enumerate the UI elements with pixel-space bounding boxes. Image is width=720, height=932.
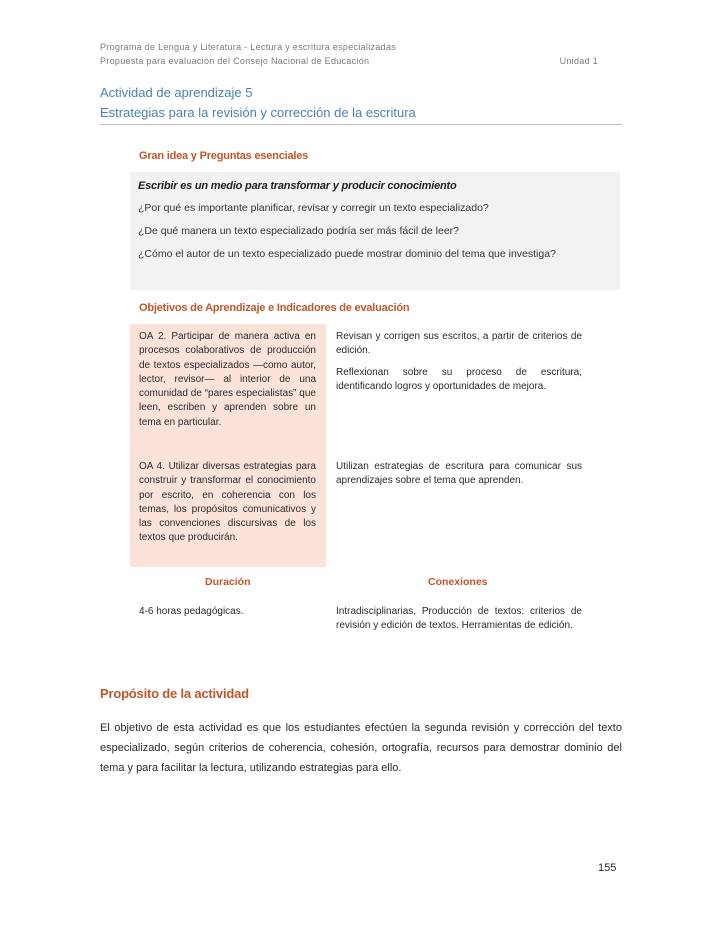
gran-idea-heading: Gran idea y Preguntas esenciales	[139, 150, 309, 162]
gran-idea-statement: Escribir es un medio para transformar y producir conocimiento	[138, 180, 457, 192]
learning-objective-oa2: OA 2. Participar de manera activa en procesos colaborativos de producción de textos especializados —como autor, lector, revisor— al interior de una comunidad de “pares especialistas” que leen, escriben y aprenden sobre un tema en particular.	[139, 331, 316, 428]
title-divider	[100, 124, 622, 125]
gran-idea-box	[130, 172, 620, 290]
essential-question: ¿Cómo el autor de un texto especializado puede mostrar dominio del tema que investiga?	[138, 248, 556, 260]
connections-heading: Conexiones	[428, 576, 488, 588]
header-unit: Unidad 1	[559, 56, 598, 66]
activity-subtitle: Estrategias para la revisión y corrección de la escritura	[100, 105, 416, 120]
purpose-text: El objetivo de esta actividad es que los estudiantes efectúen la segunda revisión y corrección del texto especializado, según criterios de coherencia, cohesión, ortografía, recursos para demostrar dominio del tema y para facilitar la lectura, utilizando estrategias para ello.	[100, 722, 622, 774]
essential-question: ¿De qué manera un texto especializado podría ser más fácil de leer?	[138, 225, 460, 237]
indicator: Utilizan estrategias de escritura para comunicar sus aprendizajes sobre el tema que aprenden.	[336, 461, 582, 487]
indicator: Revisan y corrigen sus escritos, a partir de criterios de edición.	[336, 331, 582, 357]
indicator: Reflexionan sobre su proceso de escritura, identificando logros y oportunidades de mejora.	[336, 367, 582, 393]
essential-question: ¿Por qué es importante planificar, revisar y corregir un texto especializado?	[138, 202, 489, 214]
header-proposal-line: Propuesta para evaluación del Consejo Nacional de Educación	[100, 56, 370, 66]
duration-heading: Duración	[205, 576, 251, 588]
activity-title: Actividad de aprendizaje 5	[100, 85, 253, 100]
objectives-heading: Objetivos de Aprendizaje e Indicadores de evaluación	[139, 302, 410, 314]
duration-text: 4-6 horas pedagógicas.	[139, 606, 244, 617]
learning-objective-oa4: OA 4. Utilizar diversas estrategias para construir y transformar el conocimiento por escrito, en coherencia con los temas, los propósitos comunicativos y las convenciones discursivas de los textos que producirán.	[139, 461, 316, 544]
connections-text: Intradisciplinarias, Producción de textos: criterios de revisión y edición de textos. Herramientas de edición.	[336, 606, 582, 632]
running-header	[100, 40, 620, 68]
purpose-heading: Propósito de la actividad	[100, 686, 249, 701]
header-program-line: Programa de Lengua y Literatura - Lectura y escritura especializadas	[100, 42, 397, 52]
page-number: 155	[598, 862, 617, 874]
